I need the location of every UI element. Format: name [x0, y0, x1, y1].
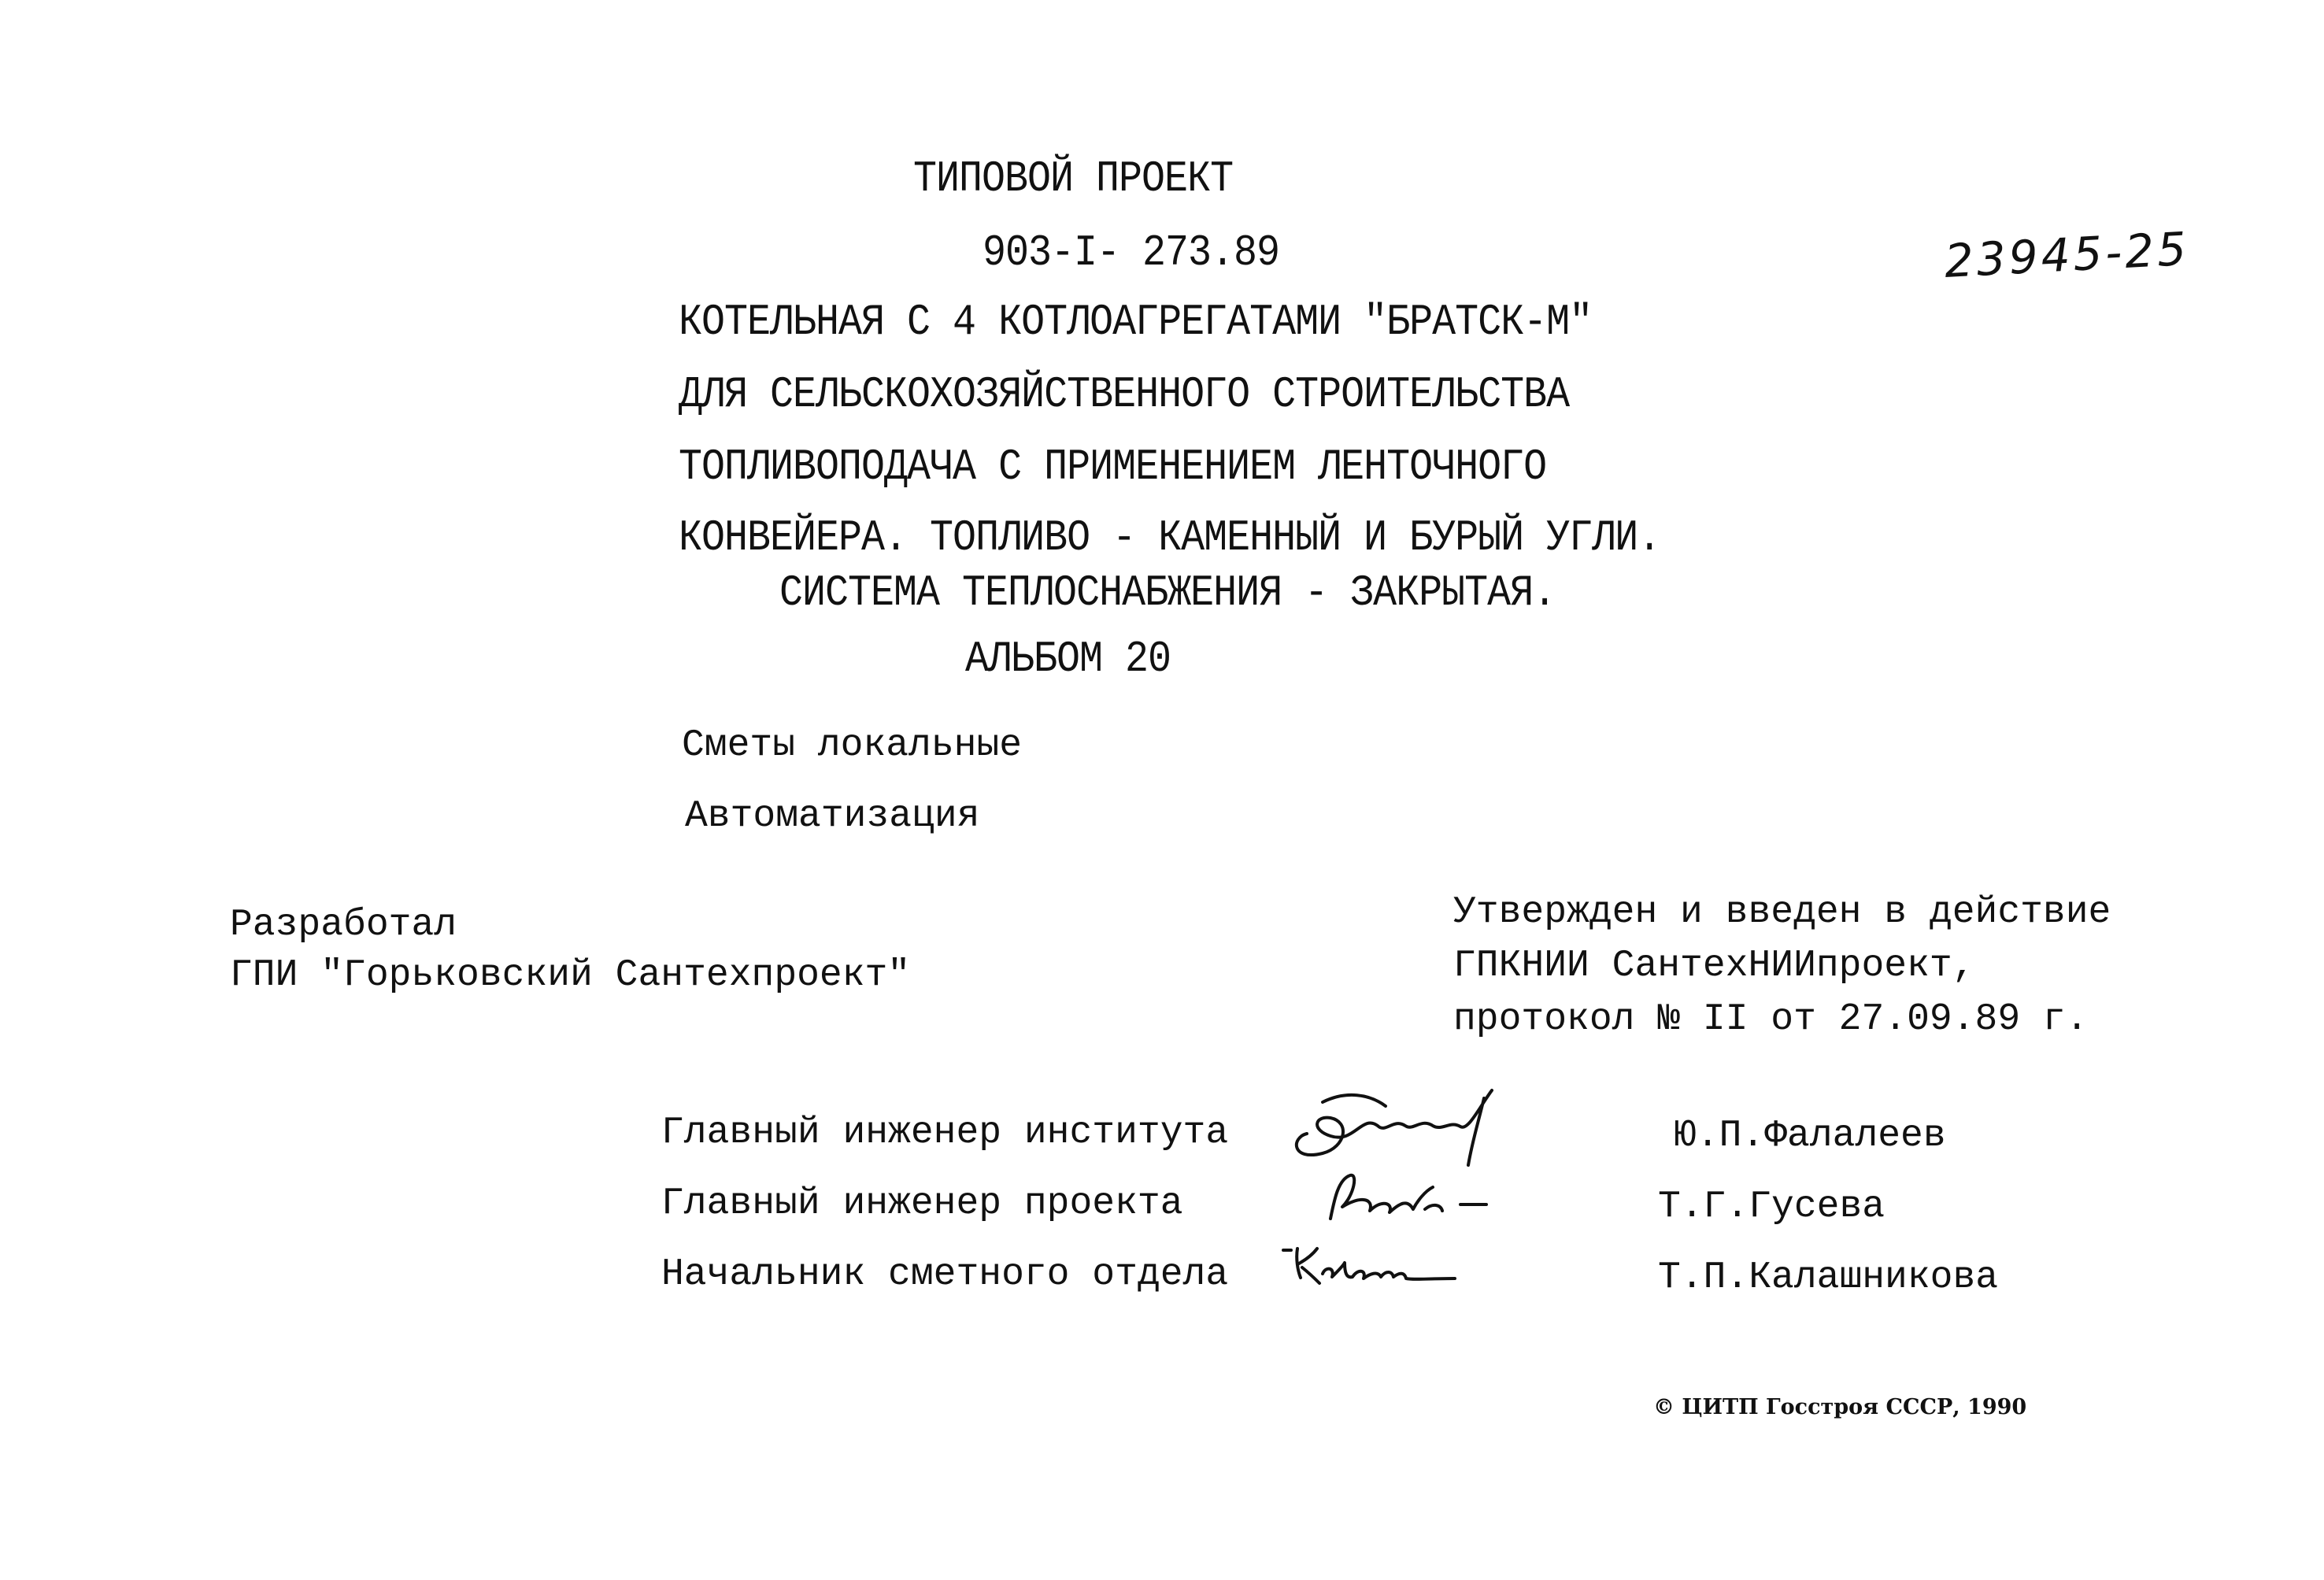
document-type-title: ТИПОВОЙ ПРОЕКТ — [913, 154, 1234, 205]
contents-automation: Автоматизация — [685, 795, 980, 838]
description-line-2: ДЛЯ СЕЛЬСКОХОЗЯЙСТВЕННОГО СТРОИТЕЛЬСТВА — [679, 370, 1570, 420]
description-line-4: КОНВЕЙЕРА. ТОПЛИВО - КАМЕННЫЙ И БУРЫЙ УГЛИ. — [679, 513, 1661, 564]
developer-label: Разработал — [230, 904, 457, 946]
signature-scribble-3 — [1274, 1234, 1478, 1305]
copyright-notice: © ЦИТП Госстроя СССР, 1990 — [1653, 1395, 2027, 1419]
approval-line-3: протокол № II от 27.09.89 г. — [1453, 998, 2089, 1041]
signature-position-1: Главный инженер института — [661, 1112, 1229, 1154]
album-number: АЛЬБОМ 20 — [965, 635, 1171, 685]
contents-estimates: Сметы локальные — [682, 724, 1023, 767]
project-number: 903-I- 273.89 — [983, 228, 1280, 279]
approval-line-1: Утвержден и введен в действие — [1453, 891, 2111, 934]
signature-scribble-1 — [1275, 1075, 1512, 1177]
developer-organization: ГПИ "Горьковский Сантехпроект" — [230, 954, 911, 997]
signature-name-2: Т.Г.Гусева — [1658, 1186, 1885, 1228]
approval-line-2: ГПКНИИ СантехНИИпроект, — [1453, 945, 1975, 987]
description-line-3: ТОПЛИВОПОДАЧА С ПРИМЕНЕНИЕМ ЛЕНТОЧНОГО — [679, 442, 1547, 493]
handwritten-archive-number: 23945-25 — [1943, 221, 2191, 288]
description-line-1: КОТЕЛЬНАЯ С 4 КОТЛОАГРЕГАТАМИ "БРАТСК-М" — [679, 298, 1593, 348]
signature-scribble-2 — [1307, 1164, 1496, 1234]
signature-name-1: Ю.П.Фалалеев — [1674, 1115, 1946, 1157]
signature-name-3: Т.П.Калашникова — [1658, 1256, 1999, 1299]
description-line-5: СИСТЕМА ТЕПЛОСНАБЖЕНИЯ - ЗАКРЫТАЯ. — [779, 568, 1556, 619]
signature-position-2: Главный инженер проекта — [661, 1182, 1183, 1225]
signature-position-3: Начальник сметного отдела — [661, 1253, 1229, 1296]
